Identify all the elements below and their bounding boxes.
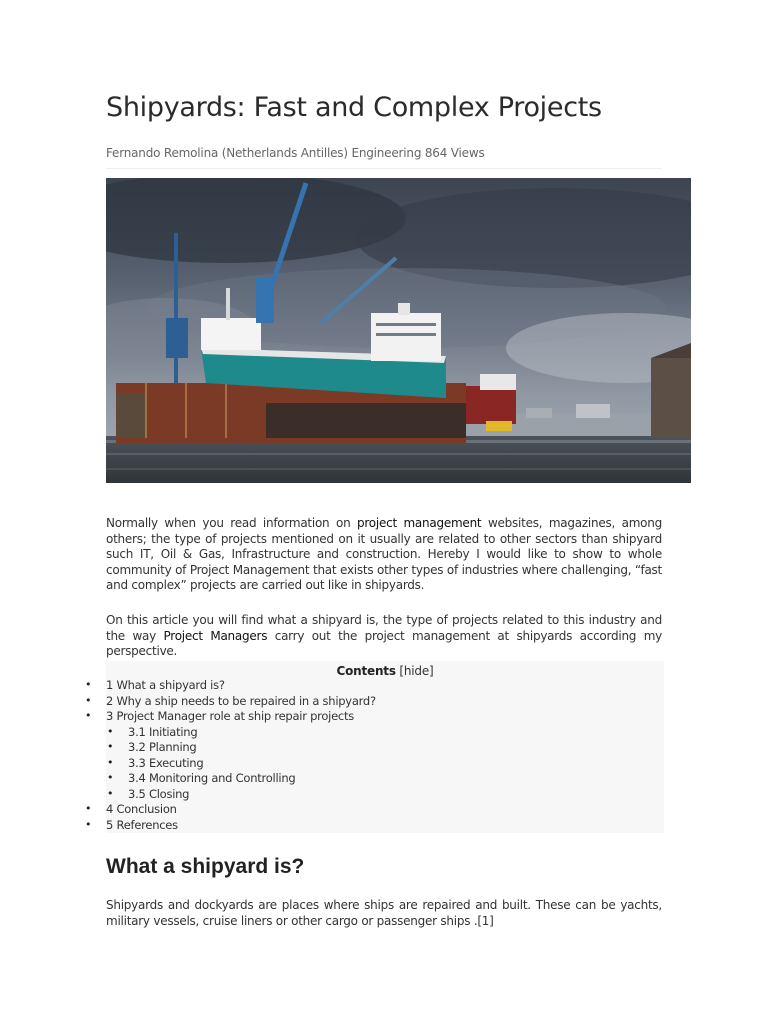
intro-paragraph-2: On this article you will find what a shipyard is, the type of projects related to this industry and the way Project Managers carry out the project management at shipyards according my perspective. xyxy=(106,613,662,658)
toc-item-link[interactable]: 4 Conclusion xyxy=(106,802,177,816)
project-managers-link[interactable]: Project Managers xyxy=(163,628,268,643)
toc-item-link[interactable]: 3.5 Closing xyxy=(128,786,190,801)
intro-paragraph-1: Normally when you read information on project management websites, magazines, among others; the type of projects mentioned on it usually are related to other sectors than shipyard such IT, Oil & Gas, Infrastructure and construction. Hereby I would like to show to whole community of Project Management that exists other types of industries where challenging, “fast and complex” projects are carried out like in shipyards. xyxy=(106,516,662,592)
toc-header xyxy=(106,664,664,678)
toc-item-link[interactable]: 3.3 Executing xyxy=(128,755,204,770)
toc-bullet: • xyxy=(85,802,92,815)
toc-item-link[interactable]: 3.1 Initiating xyxy=(128,724,198,739)
toc-item-link[interactable]: 1 What a shipyard is? xyxy=(106,678,225,692)
toc-bullet: • xyxy=(85,678,92,691)
toc-item-link[interactable]: 3 Project Manager role at ship repair projects xyxy=(106,709,354,723)
toc-item-link[interactable]: 3.4 Monitoring and Controlling xyxy=(128,771,296,785)
toc-bullet: • xyxy=(107,740,114,753)
toc-bullet: • xyxy=(85,693,92,707)
byline-divider xyxy=(106,168,662,169)
toc-title: Contents xyxy=(336,664,396,678)
toc-bullet: • xyxy=(107,771,114,784)
toc-item-link[interactable]: 2 Why a ship needs to be repaired in a shipyard? xyxy=(106,693,376,708)
section-heading: What a shipyard is? xyxy=(106,855,305,878)
toc-bullet: • xyxy=(107,786,114,800)
section-paragraph: Shipyards and dockyards are places where ships are repaired and built. These can be yachts, military vessels, cruise liners or other cargo or passenger ships .[1] xyxy=(106,898,662,928)
toc-bullet: • xyxy=(85,709,92,722)
toc-bullet: • xyxy=(85,817,92,831)
toc-item-link[interactable]: 5 References xyxy=(106,817,178,832)
toc-hide-toggle[interactable]: [hide] xyxy=(399,664,434,678)
toc-bullet: • xyxy=(107,724,114,738)
page-title: Shipyards: Fast and Complex Projects xyxy=(106,92,602,123)
article-byline: Fernando Remolina (Netherlands Antilles) Engineering 864 Views xyxy=(106,146,485,160)
shipyard-photo xyxy=(106,178,691,483)
toc-item-link[interactable]: 3.2 Planning xyxy=(128,740,197,754)
toc-bullet: • xyxy=(107,755,114,769)
project-management-link[interactable]: project management xyxy=(357,516,482,530)
